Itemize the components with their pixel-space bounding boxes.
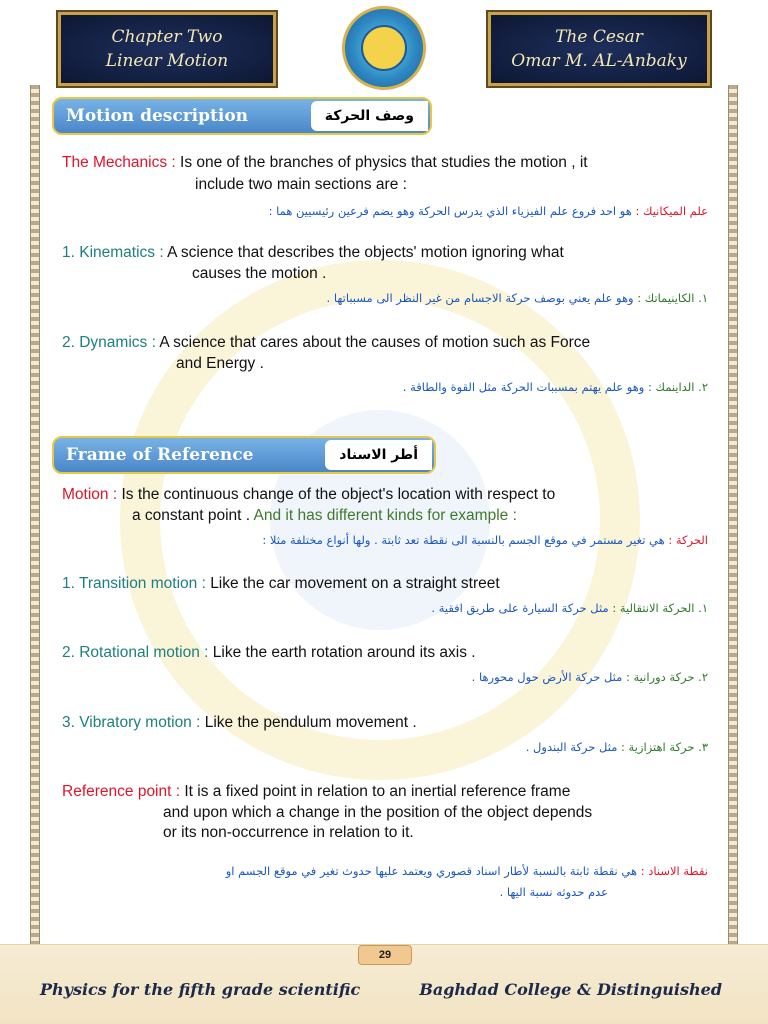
kinematics-arabic [68, 288, 708, 308]
vibratory-line [62, 712, 712, 733]
transition-text: Like the car movement on a straight street [210, 575, 500, 592]
reference-point-line2: and upon which a change in the position of the object depends [163, 804, 593, 821]
author-title-box [488, 12, 710, 86]
motion-arabic [68, 530, 708, 550]
vibratory-label: 3. Vibratory motion : [62, 714, 201, 731]
rotational-ar-text: مثل حركة الأرض حول محورها . [471, 670, 623, 684]
kinematics-line2: causes the motion . [192, 265, 327, 282]
motion-ar-label: الحركة : [668, 533, 708, 547]
dynamics-line2: and Energy . [176, 355, 264, 372]
section-banner-frame-of-reference [52, 436, 436, 474]
dynamics-arabic [68, 377, 708, 397]
mechanics-arabic [68, 201, 708, 221]
logo-emblem [342, 6, 426, 90]
section-title-ar: أطر الاسناد [339, 447, 418, 463]
reference-point-arabic-2: عدم حدوثه نسبة اليها . [499, 885, 608, 899]
section-title-ar-box [311, 101, 428, 131]
rotational-arabic [68, 667, 708, 687]
kinematics-text1: A science that describes the objects' motion ignoring what [167, 244, 564, 261]
author-title: The Cesar [555, 27, 643, 47]
logo-inner-icon [361, 25, 407, 71]
section-title-en: Motion description [66, 106, 249, 126]
mechanics-text1: Is one of the branches of physics that studies the motion , it [180, 154, 588, 171]
vibratory-text: Like the pendulum movement . [204, 714, 417, 731]
kinematics-ar-text: وهو علم يعني بوصف حركة الاجسام من غير النظر الى مسبباتها . [326, 291, 634, 305]
dynamics-ar-text: وهو علم يهتم بمسببات الحركة مثل القوة والطاقة . [402, 380, 645, 394]
rotational-line [62, 642, 712, 663]
transition-label: 1. Transition motion : [62, 575, 206, 592]
motion-text2b: And it has different kinds for example : [253, 507, 517, 524]
reference-point-arabic-1 [58, 861, 708, 881]
kinematics-ar-label: ١. الكاينيماتك : [637, 291, 708, 305]
dynamics-label: 2. Dynamics : [62, 334, 156, 351]
kinematics-line1 [62, 242, 712, 263]
vibratory-ar-text: مثل حركة البندول . [525, 740, 618, 754]
transition-ar-text: مثل حركة السيارة على طريق افقية . [431, 601, 609, 615]
motion-line2 [132, 505, 712, 526]
dynamics-text1: A science that cares about the causes of motion such as Force [159, 334, 591, 351]
footer-left-text: Physics for the fifth grade scientific [40, 980, 361, 999]
chapter-title-box [58, 12, 276, 86]
page-number: 29 [358, 945, 412, 965]
dynamics-ar-label: ٢. الداينمك : [648, 380, 708, 394]
rotational-text: Like the earth rotation around its axis . [212, 644, 476, 661]
page-border-right [728, 85, 738, 964]
reference-point-ar-text1: هي نقطة ثابتة بالنسبة لأطار اسناد قصوري ويعتمد عليها حدوث تغير في موقع الجسم او [225, 864, 638, 878]
motion-text1: Is the continuous change of the object's location with respect to [121, 486, 556, 503]
reference-point-ar-label: نقطة الاسناد : [640, 864, 708, 878]
mechanics-line1 [62, 152, 712, 173]
dynamics-line1 [62, 332, 712, 353]
footer-right-text: Baghdad College & Distinguished [419, 980, 722, 999]
transition-line [62, 573, 712, 594]
author-name: Omar M. AL-Anbaky [511, 51, 687, 71]
transition-ar-label: ١. الحركة الانتقالية : [612, 601, 708, 615]
motion-text2a: a constant point . [132, 507, 251, 524]
kinematics-label: 1. Kinematics : [62, 244, 164, 261]
reference-point-line3: or its non-occurrence in relation to it. [163, 824, 414, 841]
page-border-left [30, 85, 40, 964]
mechanics-label: The Mechanics : [62, 154, 176, 171]
mechanics-line2: include two main sections are : [195, 176, 407, 193]
reference-point-line1 [62, 781, 712, 802]
motion-ar-text: هي تغير مستمر في موقع الجسم بالنسبة الى نقطة تعد ثابتة . ولها أنواع مختلفة مثلا : [262, 533, 665, 547]
chapter-number: Chapter Two [111, 27, 223, 47]
section-title-en: Frame of Reference [66, 445, 254, 465]
rotational-label: 2. Rotational motion : [62, 644, 209, 661]
transition-arabic [68, 598, 708, 618]
motion-label: Motion : [62, 486, 118, 503]
motion-line1 [62, 484, 712, 505]
chapter-name: Linear Motion [105, 51, 229, 71]
vibratory-arabic [68, 737, 708, 757]
section-banner-motion-description [52, 97, 432, 135]
mechanics-ar-label: علم الميكانيك : [635, 204, 708, 218]
rotational-ar-label: ٢. حركة دورانية : [625, 670, 708, 684]
section-title-ar-box [325, 440, 432, 470]
reference-point-text1: It is a fixed point in relation to an inertial reference frame [184, 783, 571, 800]
section-title-ar: وصف الحركة [324, 108, 414, 124]
reference-point-label: Reference point : [62, 783, 181, 800]
mechanics-ar-text: هو احد فروع علم الفيزياء الذي يدرس الحركة وهو يضم فرعين رئيسيين هما : [268, 204, 632, 218]
vibratory-ar-label: ٣. حركة اهتزازية : [621, 740, 708, 754]
